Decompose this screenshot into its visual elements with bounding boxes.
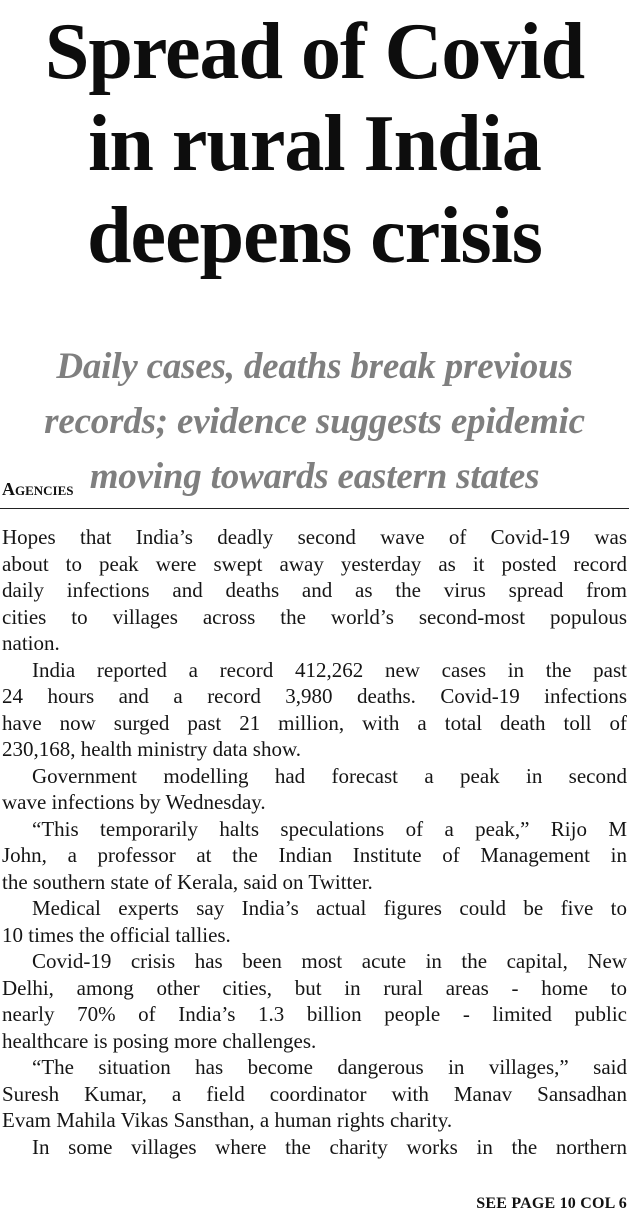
article-body [2, 524, 627, 1160]
headline-line-3: deepens crisis [87, 192, 542, 280]
paragraph-line: daily infections and deaths and as the virus spread from [2, 578, 627, 602]
subheadline-line-2: records; evidence suggests epidemic [44, 400, 585, 442]
byline: Agencies [2, 479, 74, 499]
paragraph-line: healthcare is posing more challenges. [2, 1028, 317, 1053]
paragraph-line: cities to villages across the world’s second-most populous [2, 604, 627, 629]
paragraph-line: nation. [2, 631, 60, 655]
article-paragraph [2, 948, 627, 1054]
paragraph-line: wave infections by Wednesday. [2, 790, 266, 814]
paragraph-line: “This temporarily halts speculations of a peak,” Rijo M [32, 816, 627, 841]
paragraph-line: 230,168, health ministry data show. [2, 737, 302, 761]
paragraph-line: John, a professor at the Indian Institute of Management in [2, 843, 627, 867]
paragraph-line: have now surged past 21 million, with a total death toll of [2, 710, 627, 735]
paragraph-line: Medical experts say India’s actual figures could be five to [32, 896, 627, 920]
paragraph-line: Hopes that India’s deadly second wave of Covid-19 was [2, 525, 627, 549]
article-paragraph [2, 1134, 627, 1161]
paragraph-line: 10 times the official tallies. [2, 922, 231, 947]
byline-divider [0, 508, 629, 509]
paragraph-line: Covid-19 crisis has been most acute in the capital, New [32, 949, 627, 973]
paragraph-line: In some villages where the charity works in the northern [32, 1134, 627, 1159]
continuation-note: SEE PAGE 10 COL 6 [476, 1195, 627, 1212]
paragraph-line: Suresh Kumar, a field coordinator with Manav Sansadhan [2, 1081, 627, 1106]
paragraph-line: 24 hours and a record 3,980 deaths. Covid-19 infections [2, 684, 627, 708]
subheadline-line-1: Daily cases, deaths break previous [56, 345, 573, 387]
paragraph-line: about to peak were swept away yesterday as it posted record [2, 551, 627, 576]
subheadline-line-3: moving towards eastern states [89, 455, 540, 497]
headline [0, 6, 629, 282]
headline-line-2: in rural India [88, 100, 541, 188]
subheadline [0, 339, 629, 504]
article-paragraph [2, 657, 627, 763]
headline-line-1: Spread of Covid [44, 8, 585, 96]
article-paragraph [2, 816, 627, 896]
paragraph-line: Evam Mahila Vikas Sansthan, a human rights charity. [2, 1108, 453, 1132]
paragraph-line: Delhi, among other cities, but in rural areas - home to [2, 975, 627, 1000]
article-paragraph [2, 524, 627, 657]
paragraph-line: nearly 70% of India’s 1.3 billion people - limited public [2, 1002, 627, 1026]
article-paragraph [2, 895, 627, 948]
article-paragraph [2, 763, 627, 816]
paragraph-line: “The situation has become dangerous in villages,” said [32, 1055, 627, 1079]
article-paragraph [2, 1054, 627, 1134]
paragraph-line: Government modelling had forecast a peak in second [32, 763, 627, 788]
paragraph-line: the southern state of Kerala, said on Twitter. [2, 869, 373, 894]
paragraph-line: India reported a record 412,262 new cases in the past [32, 657, 627, 682]
